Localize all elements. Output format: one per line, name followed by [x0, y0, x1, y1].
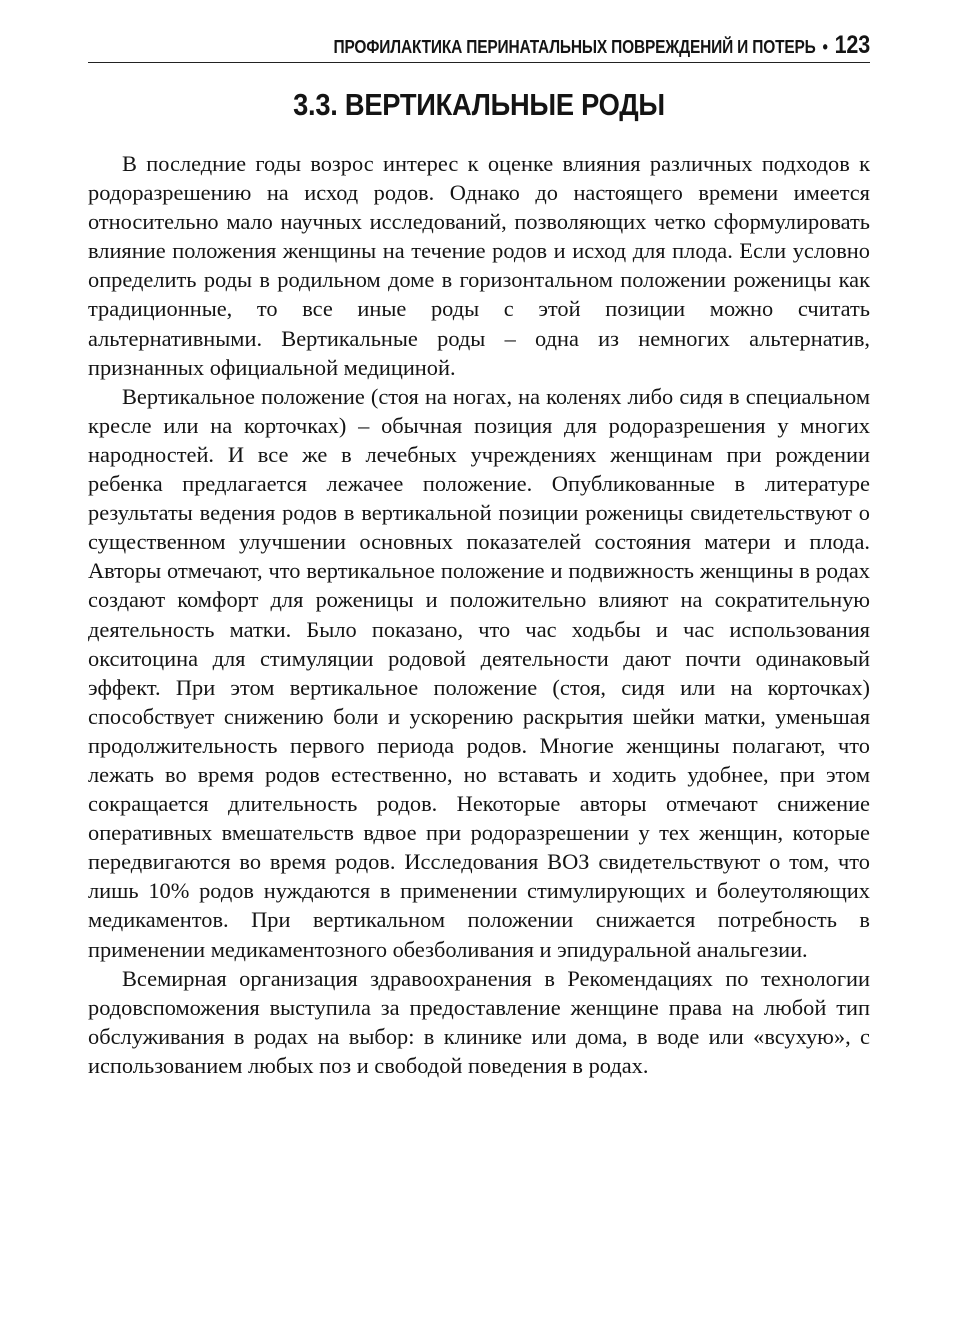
section-title: 3.3. ВЕРТИКАЛЬНЫЕ РОДЫ [293, 87, 665, 122]
running-title: ПРОФИЛАКТИКА ПЕРИНАТАЛЬНЫХ ПОВРЕЖДЕНИЙ И ПОТЕРЬ [333, 37, 816, 57]
running-header [197, 30, 870, 60]
body-text [88, 149, 870, 1080]
header-rule [88, 62, 870, 63]
header-bullet: • [822, 37, 828, 57]
paragraph-3: Всемирная организация здравоохранения в Рекомендациях по технологии родовспоможения выступила за предоставление женщине права на любой тип обслуживания в родах на выбор: в клинике или дома, в воде или «всухую», с использованием любых поз и свободой поведения в родах. [88, 965, 870, 1078]
book-page [88, 30, 870, 1080]
paragraph-1: В последние годы возрос интерес к оценке влияния различных подходов к родоразрешению на исход родов. Однако до настоящего времени имеется относительно мало научных исследований, позволяющих четко сформулировать влияние положения женщины на течение родов и исход для плода. Если условно определить роды в родильном доме в горизонтальном положении роженицы как традиционные, то все иные роды с этой позиции можно считать альтернативными. Вертикальные роды – одна из немногих альтернатив, признанных официальной медициной. [88, 151, 870, 380]
paragraph-2: Вертикальное положение (стоя на ногах, на коленях либо сидя в специальном кресле или на корточках) – обычная позиция для родоразрешения у многих народностей. И все же в лечебных учреждениях женщинам при рождении ребенка предлагается лежачее положение. Опубликованные в литературе результаты ведения родов в вертикальной позиции роженицы свидетельствуют о существенном улучшении основных показателей состояния матери и плода. Авторы отмечают, что вертикальное положение и подвижность женщины в родах создают комфорт для роженицы и положительно влияют на сократительную деятельность матки. Было показано, что час ходьбы и час использования окситоцина для стимуляции родовой деятельности дают почти одинаковый эффект. При этом вертикальное положение (стоя, сидя или на корточках) способствует снижению боли и ускорению раскрытия шейки матки, уменьшая продолжительность первого периода родов. Многие женщины полагают, что лежать во время родов естественно, но вставать и ходить удобнее, при этом сокращается длительность родов. Некоторые авторы отмечают снижение оперативных вмешательств вдвое при родоразрешении у тех женщин, которые передвигаются во время родов. Исследования ВОЗ свидетельствуют о том, что лишь 10% родов нуждаются в применении стимулирующих и болеутоляющих медикаментов. При вертикальном положении снижается потребность в применении медикаментозного обезболивания и эпидуральной анальгезии. [88, 383, 870, 962]
page-number: 123 [834, 31, 870, 59]
